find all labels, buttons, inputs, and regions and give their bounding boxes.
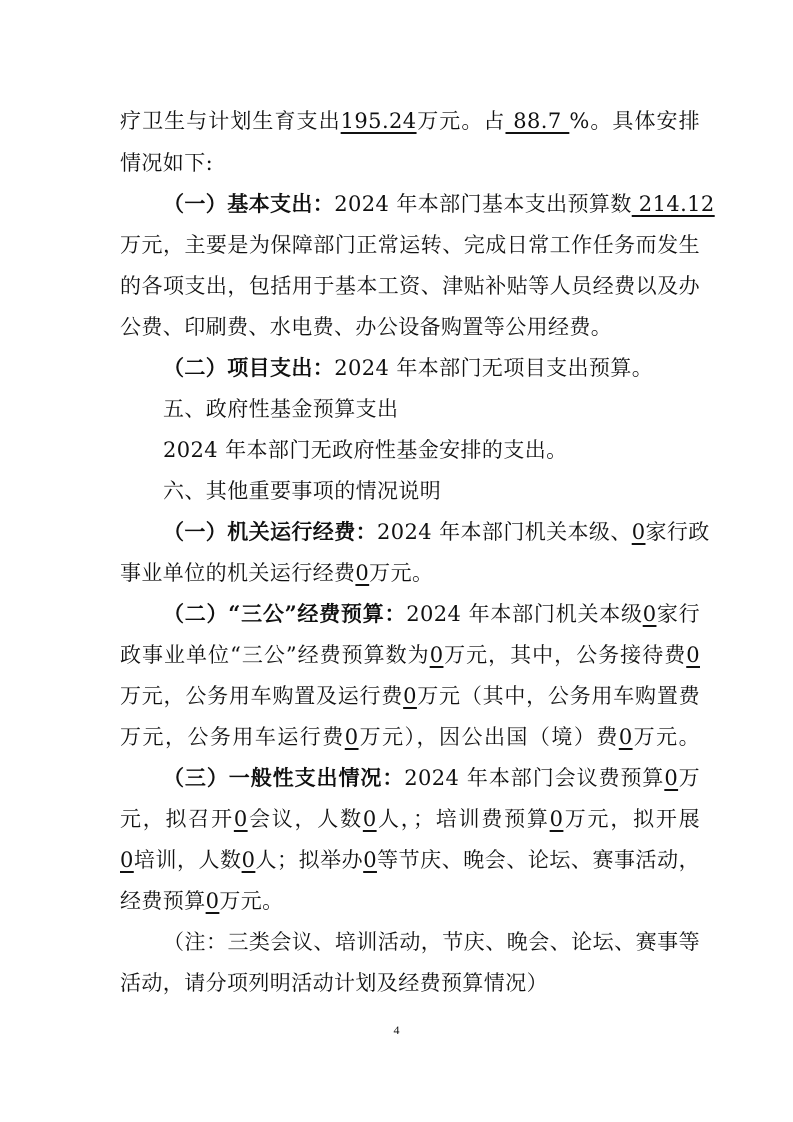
basic-expenditure-amount: 214.12 [631, 192, 715, 216]
section-heading-5: 五、政府性基金预算支出 [163, 397, 399, 421]
text: 疗卫生与计划生育支出 [120, 109, 341, 133]
text: 等节庆、晚会、论坛、赛事活动， [376, 848, 701, 872]
basic-expenditure-heading: （一）基本支出： [163, 191, 335, 216]
government-fund-paragraph: 2024 年本部门无政府性基金安排的支出。 [163, 438, 568, 462]
operating-funds-line-2 [120, 558, 700, 588]
health-expense-percent: 88.7 [505, 109, 570, 133]
text: 人；拟举办 [255, 848, 364, 872]
basic-expenditure-line-1 [163, 189, 715, 219]
general-expense-line-3 [120, 845, 700, 875]
text: 人，；培训费预算 [376, 807, 550, 831]
text: 经费预算 [120, 889, 206, 913]
training-attendees: 0 [241, 848, 256, 872]
text: 2024 年本部门机关本级、 [377, 520, 632, 544]
text: 万元。 [219, 889, 284, 913]
text: 万元，公务用车运行费 [120, 725, 345, 749]
vehicle-amount: 0 [403, 684, 417, 708]
project-expenditure-line [163, 353, 700, 383]
meeting-count: 0 [233, 807, 248, 831]
general-expense-heading: （三）一般性支出情况： [163, 765, 405, 790]
paragraph-health-expense-line-2: 情况如下: [120, 151, 214, 175]
basic-expenditure-line-3: 的各项支出，包括用于基本工资、津贴补贴等人员经费以及办 [120, 274, 700, 298]
text: 政事业单位“三公”经费预算数为 [120, 643, 430, 667]
general-expense-line-2 [120, 804, 700, 834]
operating-funds-heading: （一）机关运行经费： [163, 519, 377, 544]
meeting-attendees: 0 [362, 807, 377, 831]
text: 万 [678, 766, 701, 790]
health-expense-amount: 195.24 [340, 109, 417, 133]
paragraph-health-expense-line-1 [120, 106, 700, 136]
text: %。具体安排 [569, 109, 701, 133]
page-number: 4 [393, 1023, 400, 1037]
text: 万元，拟开展 [563, 807, 701, 831]
text: 万元，公务用车购置及运行费 [120, 684, 404, 708]
vehicle-operation-amount: 0 [344, 725, 359, 749]
text: 家行政 [645, 520, 710, 544]
three-public-line-2 [120, 640, 700, 670]
overseas-amount: 0 [618, 725, 633, 749]
meeting-amount: 0 [664, 766, 679, 790]
event-amount: 0 [205, 889, 220, 913]
reception-amount: 0 [686, 643, 700, 667]
basic-expenditure-line-2: 万元，主要是为保障部门正常运转、完成日常工作任务而发生 [120, 233, 700, 257]
training-amount: 0 [549, 807, 564, 831]
text: 万元。 [369, 561, 434, 585]
basic-expenditure-line-4: 公费、印刷费、水电费、办公设备购置等公用经费。 [120, 315, 613, 339]
text: 元，拟召开 [120, 807, 234, 831]
three-public-amount: 0 [429, 643, 444, 667]
text: 会议，人数 [247, 807, 363, 831]
note-line-2: 活动，请分项列明活动计划及经费预算情况） [120, 971, 548, 995]
unit-count: 0 [631, 520, 646, 544]
text: 万元（其中，公务用车购置费 [416, 684, 701, 708]
text: 2024 年本部门机关本级 [406, 602, 643, 626]
operating-funds-amount: 0 [355, 561, 370, 585]
operating-funds-line-1 [163, 517, 710, 547]
text: 2024 年本部门会议费预算 [404, 766, 665, 790]
text: 培训，人数 [133, 848, 242, 872]
three-public-heading: （二）“三公”经费预算： [163, 601, 407, 626]
three-public-line-3 [120, 681, 700, 711]
text: 万元。占 [416, 109, 506, 133]
project-expenditure-heading: （二）项目支出： [163, 355, 335, 380]
training-count: 0 [120, 848, 134, 872]
text: 万元。 [632, 725, 701, 749]
section-heading-6: 六、其他重要事项的情况说明 [163, 479, 442, 503]
text: 家行 [656, 602, 700, 626]
general-expense-line-4 [120, 886, 700, 916]
text: 万元），因公出国（境）费 [358, 725, 619, 749]
text: 事业单位的机关运行经费 [120, 561, 356, 585]
general-expense-line-1 [163, 763, 700, 793]
three-public-line-1 [163, 599, 700, 629]
text: 万元，其中，公务接待费 [443, 643, 687, 667]
event-count: 0 [363, 848, 377, 872]
text: 2024 年本部门基本支出预算数 [334, 192, 632, 216]
text: 2024 年本部门无项目支出预算。 [334, 356, 654, 380]
unit-count: 0 [642, 602, 657, 626]
note-line-1: （注：三类会议、培训活动，节庆、晚会、论坛、赛事等 [163, 930, 700, 954]
three-public-line-4 [120, 722, 700, 752]
